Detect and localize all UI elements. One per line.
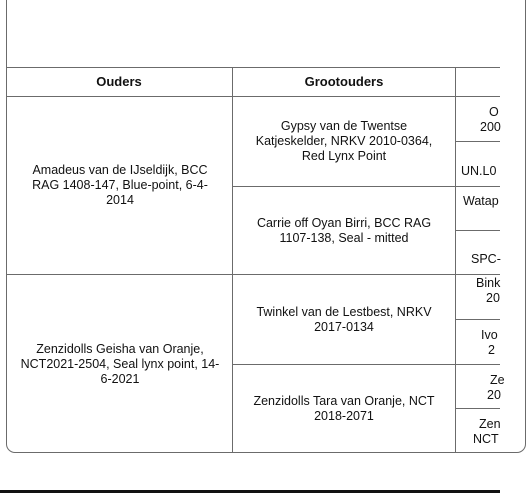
ggp-4-line-1: SPC- — [471, 252, 501, 266]
header-parents: Ouders — [96, 74, 142, 89]
header-grandparents: Grootouders — [304, 74, 384, 89]
parent-dam: Zenzidolls Geisha van Oranje, NCT2021-2504, Seal lynx point, 14-6-2021 — [20, 341, 220, 386]
ggp-divider-5 — [455, 319, 500, 320]
grandparent-4: Zenzidolls Tara van Oranje, NCT 2018-2071 — [253, 394, 435, 423]
grandparent-2: Carrie off Oyan Birri, BCC RAG 1107-138, Seal - mitted — [256, 215, 432, 245]
ggp-8-line-2: NCT — [473, 432, 499, 446]
column-divider-2 — [455, 67, 456, 453]
ggp-1-line-2: 200 — [480, 120, 501, 134]
grandparent-1: Gypsy van de Twentse Katjeskelder, NRKV 2010-0364, Red Lynx Point — [255, 119, 433, 163]
ggp-2-line-1: UN.L0 — [461, 164, 497, 178]
bottom-rule — [0, 490, 500, 493]
ggp-6-line-1: Ivo — [481, 328, 498, 342]
ggp-1-line-1: O — [489, 105, 499, 119]
ggp-5-line-1: Bink — [476, 276, 501, 290]
ggp-divider-1 — [455, 141, 500, 142]
grandparent-3: Twinkel van de Lestbest, NRKV 2017-0134 — [256, 304, 432, 334]
ggp-5-line-2: 20 — [486, 291, 500, 305]
ggp-divider-3 — [455, 230, 500, 231]
ggp-7-line-2: 20 — [487, 388, 501, 402]
ggp-8-line-1: Zen — [479, 417, 501, 431]
ggp-3-line-1: Watap — [463, 194, 499, 208]
ggp-divider-7 — [455, 408, 500, 409]
ggp-6-line-2: 2 — [488, 343, 495, 357]
parent-sire: Amadeus van de IJseldijk, BCC RAG 1408-147, Blue-point, 6-4-2014 — [32, 163, 208, 207]
ggp-7-line-1: Ze — [490, 373, 505, 387]
